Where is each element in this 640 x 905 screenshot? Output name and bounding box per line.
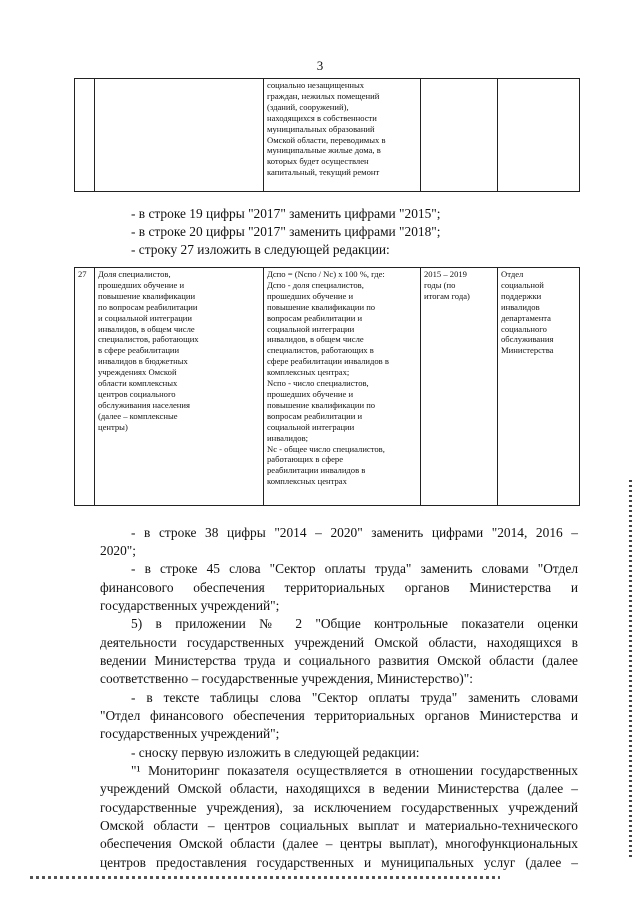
table-cell-line: которых будет осуществлен: [267, 156, 369, 167]
row27-formula-line: социальной интеграции: [267, 323, 355, 334]
row27-formula-line: повышение квалификации по: [267, 301, 376, 312]
table-cell-line: находящихся в собственности: [267, 112, 377, 123]
row27-name-line: в сфере реабилитации: [98, 345, 180, 356]
row27-responsible-line: социального: [501, 323, 547, 334]
instruction-line: - строку 27 изложить в следующей редакции:: [131, 242, 390, 257]
row27-name-line: области комплексных: [98, 378, 178, 389]
table-cell-line: социально незащищенных: [267, 80, 365, 90]
row27-period-line: годы (по: [424, 279, 456, 290]
row27-formula-line: Дспо - доля специалистов,: [267, 279, 364, 290]
table-cell-line: капитальный, текущий ремонт: [267, 167, 380, 178]
row27-period-line: 2015 – 2019: [424, 269, 467, 279]
row27-formula-line: специалистов, работающих в: [267, 345, 374, 356]
row27-formula-line: вопросам реабилитации и: [267, 410, 363, 421]
table-cell-line: (зданий, сооружений),: [267, 101, 349, 112]
table-cell-line: Омской области, переводимых в: [267, 134, 386, 145]
table-cell-empty-3: [421, 79, 498, 192]
body-text-line: деятельности государственных учреждений Омской области, находящихся в: [100, 635, 578, 650]
row27-formula-line: работающих в сфере: [267, 454, 344, 465]
row27-name-line: обслуживания населения: [98, 399, 190, 410]
row27-formula-line: комплексных центрах: [267, 476, 347, 487]
body-text-line: центров предоставления государственных и муниципальных услуг (далее –: [100, 855, 578, 870]
row27-formula-line: повышение квалификации по: [267, 399, 376, 410]
row27-name-line: учреждениях Омской: [98, 367, 177, 378]
body-text-line: 5) в приложении № 2 "Общие контрольные показатели оценки: [131, 616, 578, 631]
row27-number-cell: [75, 268, 95, 506]
body-text-line: соответственно – государственные учреждения, Министерство)":: [100, 671, 473, 686]
row27-formula-line: вопросам реабилитации и: [267, 312, 363, 323]
row27-responsible-line: социальной: [501, 279, 544, 290]
page-number: 3: [316, 58, 324, 73]
body-text-line: финансового обеспечения территориальных органов Министерства и: [100, 580, 578, 595]
row27-number: 27: [78, 269, 87, 279]
row27-formula-line: реабилитации инвалидов в: [267, 465, 366, 476]
row27-formula-line: прошедших обучение и: [267, 388, 354, 399]
body-text-line: Омской области – центров социальных выплат и материально-технического: [100, 818, 578, 833]
body-text-line: государственных учреждений";: [100, 598, 280, 613]
row27-name-line: центры): [98, 421, 128, 432]
row27-responsible-line: департамента: [501, 312, 551, 323]
row27-name-line: инвалидов, в общем числе: [98, 323, 195, 334]
table-cell-line: муниципальных образований: [267, 123, 375, 134]
row27-responsible-line: обслуживания: [501, 334, 554, 345]
row27-responsible-line: поддержки: [501, 290, 542, 301]
row27-name-line: повышение квалификации: [98, 290, 196, 301]
table-cell-empty-2: [95, 79, 264, 192]
body-text-line: государственные учреждения), за исключением государственных учреждений: [100, 800, 578, 815]
table-cell-description: [264, 79, 421, 192]
row27-formula-line: социальной интеграции: [267, 421, 355, 432]
table-cell-line: граждан, нежилых помещений: [267, 90, 380, 101]
table-row-27: [74, 267, 580, 506]
body-text-line: - в строке 45 слова "Сектор оплаты труда" заменить словами "Отдел: [131, 561, 578, 576]
body-text-line: государственных учреждений";: [100, 726, 280, 741]
body-text-line: - в тексте таблицы слова "Сектор оплаты труда" заменить словами: [131, 690, 578, 705]
body-text-line: "Отдел финансового обеспечения территориальных органов Министерства и: [100, 708, 578, 723]
row27-name-line: по вопросам реабилитации: [98, 301, 198, 312]
row27-responsible-line: Министерства: [501, 345, 554, 356]
instruction-line: - в строке 19 цифры "2017" заменить цифрами "2015";: [131, 206, 441, 221]
row27-formula-line: инвалидов, в общем числе: [267, 334, 364, 345]
row27-responsible-line: Отдел: [501, 269, 524, 279]
row27-formula-line: прошедших обучение и: [267, 290, 354, 301]
row27-period-cell: [421, 268, 498, 506]
row27-formula-line: сфере реабилитации инвалидов в: [267, 356, 389, 367]
row27-name-line: специалистов, работающих: [98, 334, 199, 345]
scan-edge-mark: [629, 480, 632, 860]
table-cell-line: муниципальные жилые дома, в: [267, 145, 381, 156]
row27-period-line: итогам года): [424, 290, 470, 301]
row27-formula-line: Nспо - число специалистов,: [267, 378, 369, 389]
row27-formula-line: Nс - общее число специалистов,: [267, 443, 385, 454]
row27-name-line: инвалидов в бюджетных: [98, 356, 188, 367]
body-text-line: - в строке 38 цифры "2014 – 2020" заменить цифрами "2014, 2016 –: [131, 525, 578, 540]
table-cell-empty-4: [498, 79, 580, 192]
row27-formula-line: Дспо = (Nспо / Nс) х 100 %, где:: [267, 269, 385, 279]
row27-name-line: центров социального: [98, 388, 176, 399]
row27-name-line: (далее – комплексные: [98, 410, 178, 421]
row27-name-line: Доля специалистов,: [98, 269, 171, 279]
row27-formula-line: инвалидов;: [267, 432, 309, 443]
body-text-line: ведении Министерства труда и социального развития Омской области (далее: [100, 653, 578, 668]
row27-name-line: прошедших обучение и: [98, 279, 185, 290]
row27-formula-cell: [264, 268, 421, 506]
row27-responsible-cell: [498, 268, 580, 506]
row27-formula-line: комплексных центрах;: [267, 367, 350, 378]
row27-responsible-line: инвалидов: [501, 301, 540, 312]
row27-name-cell: [95, 268, 264, 506]
body-text-line: учреждений Омской области, находящихся в ведении Министерства (далее –: [100, 781, 578, 796]
scan-bottom-mark: [30, 876, 500, 879]
continued-table-fragment: [74, 78, 580, 192]
body-text-line: обеспечения Омской области (далее – центры выплат), многофункциональных: [100, 836, 578, 851]
row27-name-line: и социальной интеграции: [98, 312, 192, 323]
body-text-line: - сноску первую изложить в следующей редакции:: [131, 745, 420, 760]
body-text-line: 2020";: [100, 543, 136, 558]
body-text-line: "¹ Мониторинг показателя осуществляется в отношении государственных: [131, 763, 578, 778]
table-cell-empty-1: [75, 79, 95, 192]
instruction-line: - в строке 20 цифры "2017" заменить цифрами "2018";: [131, 224, 441, 239]
